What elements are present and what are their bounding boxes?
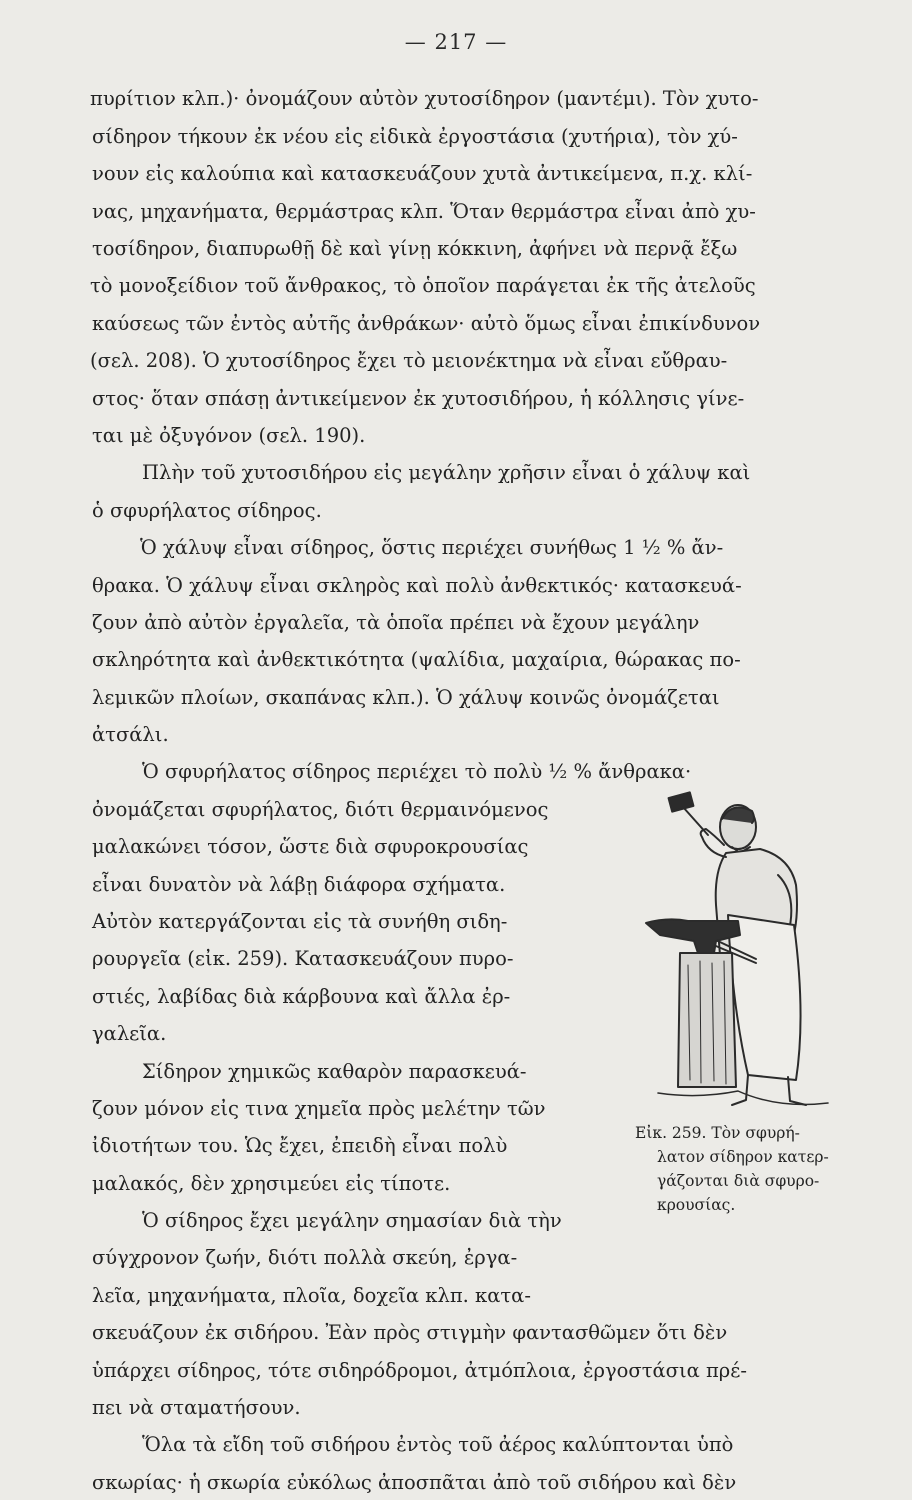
- text-line: γαλεῖα.: [92, 1022, 167, 1045]
- text-line: λεμικῶν πλοίων, σκαπάνας κλπ.). Ὁ χάλυψ κοινῶς ὀνομάζεται: [92, 686, 720, 709]
- text-line: Ὁ σφυρήλατος σίδηρος περιέχει τὸ πολὺ ½ % ἄνθρακα·: [142, 760, 692, 783]
- text-line: σκληρότητα καὶ ἀνθεκτικότητα (ψαλίδια, μαχαίρια, θώρακας πο-: [92, 648, 741, 671]
- text-line: νουν εἰς καλούπια καὶ κατασκευάζουν χυτὰ ἀντικείμενα, π.χ. κλί-: [92, 162, 753, 185]
- page-number: — 217 —: [404, 30, 508, 54]
- text-line: ὑπάρχει σίδηρος, τότε σιδηρόδρομοι, ἀτμόπλοια, ἐργοστάσια πρέ-: [92, 1359, 747, 1382]
- text-line: ζουν μόνον εἰς τινα χημεῖα πρὸς μελέτην τῶν: [92, 1097, 546, 1120]
- text-line: ἰδιοτήτων του. Ὡς ἔχει, ἐπειδὴ εἶναι πολὺ: [92, 1134, 508, 1157]
- text-line: εἶναι δυνατὸν νὰ λάβῃ διάφορα σχήματα.: [92, 873, 506, 896]
- text-line: σκευάζουν ἐκ σιδήρου. Ἐὰν πρὸς στιγμὴν φαντασθῶμεν ὅτι δὲν: [92, 1321, 728, 1344]
- text-line: ται μὲ ὀξυγόνον (σελ. 190).: [92, 424, 366, 447]
- text-line: Αὐτὸν κατεργάζονται εἰς τὰ συνήθη σιδη-: [92, 910, 508, 933]
- text-line: Ὅλα τὰ εἴδη τοῦ σιδήρου ἐντὸς τοῦ ἀέρος καλύπτονται ὑπὸ: [142, 1433, 734, 1456]
- text-line: (σελ. 208). Ὁ χυτοσίδηρος ἔχει τὸ μειονέκτημα νὰ εἶναι εὔθραυ-: [90, 349, 728, 372]
- text-line: Ὁ σίδηρος ἔχει μεγάλην σημασίαν διὰ τὴν: [142, 1209, 562, 1232]
- text-line: ὀνομάζεται σφυρήλατος, διότι θερμαινόμενος: [92, 798, 549, 821]
- text-line: πει νὰ σταματήσουν.: [92, 1396, 301, 1419]
- caption-line: Εἰκ. 259. Τὸν σφυρή-: [635, 1124, 800, 1142]
- text-line: πυρίτιον κλπ.)· ὀνομάζουν αὐτὸν χυτοσίδηρον (μαντέμι). Τὸν χυτο-: [90, 87, 759, 110]
- text-line: ὁ σφυρήλατος σίδηρος.: [92, 499, 322, 522]
- text-line: Πλὴν τοῦ χυτοσιδήρου εἰς μεγάλην χρῆσιν εἶναι ὁ χάλυψ καὶ: [142, 461, 751, 484]
- text-line: σίδηρον τήκουν ἐκ νέου εἰς εἰδικὰ ἐργοστάσια (χυτήρια), τὸν χύ-: [92, 125, 738, 148]
- caption-line: κρουσίας.: [657, 1196, 736, 1214]
- text-line: σκωρίας· ἡ σκωρία εὐκόλως ἀποσπᾶται ἀπὸ τοῦ σιδήρου καὶ δὲν: [92, 1471, 737, 1494]
- blacksmith-illustration: [628, 775, 878, 1120]
- text-line: μαλακός, δὲν χρησιμεύει εἰς τίποτε.: [92, 1172, 451, 1195]
- caption-line: γάζονται διὰ σφυρο-: [657, 1172, 820, 1190]
- text-line: σύγχρονον ζωήν, διότι πολλὰ σκεύη, ἐργα-: [92, 1246, 518, 1269]
- text-line: ρουργεῖα (εἰκ. 259). Κατασκευάζουν πυρο-: [92, 947, 514, 970]
- blacksmith-drawing: [628, 775, 878, 1120]
- text-line: Σίδηρον χημικῶς καθαρὸν παρασκευά-: [142, 1060, 527, 1083]
- hammer-icon: [669, 792, 708, 835]
- text-line: ζουν ἀπὸ αὐτὸν ἐργαλεῖα, τὰ ὁποῖα πρέπει νὰ ἔχουν μεγάλην: [92, 611, 700, 634]
- text-line: τοσίδηρον, διαπυρωθῇ δὲ καὶ γίνῃ κόκκινη, ἀφήνει νὰ περνᾷ ἔξω: [92, 237, 738, 260]
- text-line: θρακα. Ὁ χάλυψ εἶναι σκληρὸς καὶ πολὺ ἀνθεκτικός· κατασκευά-: [92, 574, 742, 597]
- text-line: ἀτσάλι.: [92, 723, 169, 746]
- text-line: καύσεως τῶν ἐντὸς αὐτῆς ἀνθράκων· αὐτὸ ὅμως εἶναι ἐπικίνδυνον: [92, 312, 761, 335]
- text-line: Ὁ χάλυψ εἶναι σίδηρος, ὅστις περιέχει συνήθως 1 ½ % ἄν-: [140, 536, 724, 559]
- text-line: τὸ μονοξείδιον τοῦ ἄνθρακος, τὸ ὁποῖον παράγεται ἐκ τῆς ἀτελοῦς: [90, 274, 756, 297]
- text-line: μαλακώνει τόσον, ὥστε διὰ σφυροκρουσίας: [92, 835, 529, 858]
- text-line: στος· ὅταν σπάσῃ ἀντικείμενον ἐκ χυτοσιδήρου, ἡ κόλλησις γίνε-: [92, 387, 745, 410]
- text-line: λεῖα, μηχανήματα, πλοῖα, δοχεῖα κλπ. κατα-: [92, 1284, 531, 1307]
- text-line: νας, μηχανήματα, θερμάστρας κλπ. Ὅταν θερμάστρα εἶναι ἀπὸ χυ-: [92, 200, 756, 223]
- caption-line: λατον σίδηρον κατερ-: [657, 1148, 829, 1166]
- text-line: στιές, λαβίδας διὰ κάρβουνα καὶ ἄλλα ἐρ-: [92, 985, 511, 1008]
